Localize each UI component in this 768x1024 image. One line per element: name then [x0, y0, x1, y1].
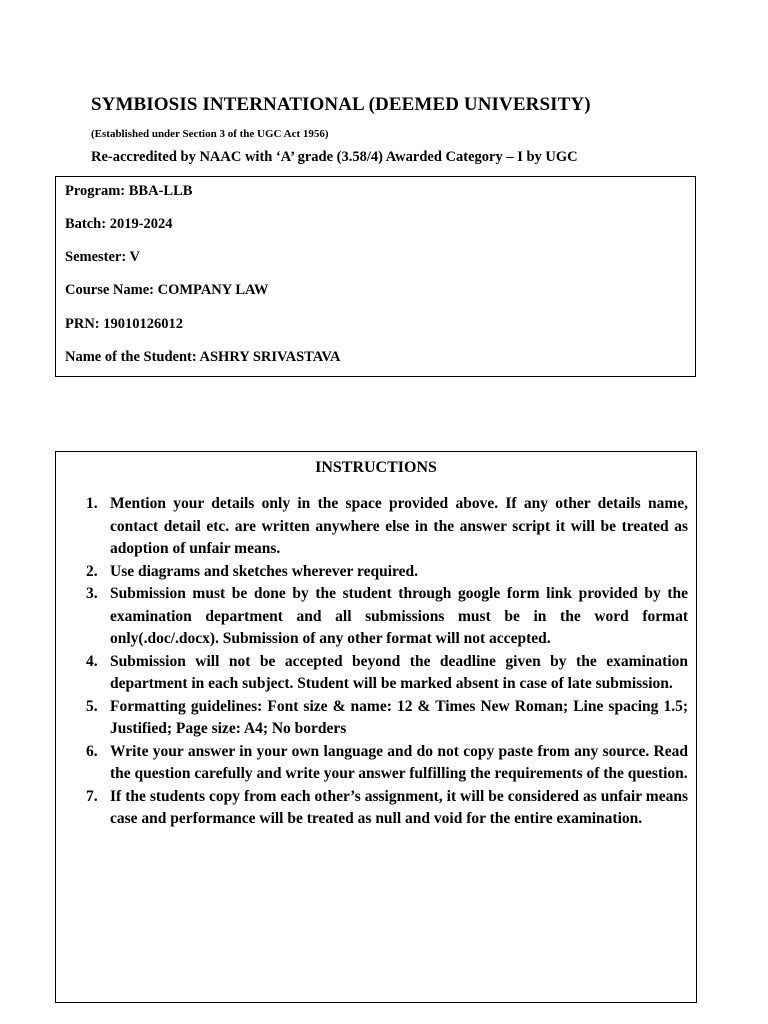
student-name-line: Name of the Student: ASHRY SRIVASTAVA	[65, 349, 341, 365]
instructions-box	[55, 451, 697, 1003]
instruction-item-5	[56, 696, 696, 741]
instruction-item-7	[56, 786, 696, 831]
instruction-number: 2.	[86, 562, 98, 580]
instruction-list	[56, 493, 696, 831]
instruction-item-1	[56, 493, 696, 561]
semester-line: Semester: V	[65, 249, 141, 265]
instruction-number: 4.	[86, 652, 98, 670]
university-title: SYMBIOSIS INTERNATIONAL (DEEMED UNIVERSITY)	[91, 94, 591, 115]
instruction-number: 7.	[86, 787, 98, 805]
instruction-item-2	[56, 561, 696, 584]
program-line: Program: BBA-LLB	[65, 183, 193, 199]
student-details-box	[55, 176, 696, 377]
batch-line: Batch: 2019-2024	[65, 216, 173, 232]
instruction-text: Submission will not be accepted beyond the deadline given by the examination department in each subject. Student will be marked absent in case of late submission.	[110, 652, 688, 692]
instruction-text: Formatting guidelines: Font size & name: 12 & Times New Roman; Line spacing 1.5; Justified; Page size: A4; No borders	[110, 697, 688, 737]
prn-line: PRN: 19010126012	[65, 316, 184, 332]
establishment-note: (Established under Section 3 of the UGC Act 1956)	[91, 128, 329, 140]
instruction-text: Write your answer in your own language and do not copy paste from any source. Read the question carefully and write your answer fulfilling the requirements of the question.	[110, 742, 688, 782]
instruction-text: If the students copy from each other’s assignment, it will be considered as unfair means case and performance will be treated as null and void for the entire examination.	[110, 787, 688, 827]
instruction-item-4	[56, 651, 696, 696]
instruction-item-6	[56, 741, 696, 786]
instruction-text: Mention your details only in the space provided above. If any other details name, contact detail etc. are written anywhere else in the answer script it will be treated as adoption of unfair means.	[110, 495, 688, 557]
instruction-item-3	[56, 583, 696, 651]
instruction-number: 5.	[86, 697, 98, 715]
instruction-number: 6.	[86, 742, 98, 760]
instructions-heading: INSTRUCTIONS	[315, 459, 437, 476]
instruction-number: 3.	[86, 585, 98, 602]
instruction-text: Submission must be done by the student through google form link provided by the examination department and all submissions must be in the word format only(.doc/.docx). Submission of any other format will not accepted.	[110, 585, 688, 647]
course-name-line: Course Name: COMPANY LAW	[65, 282, 269, 298]
instruction-text: Use diagrams and sketches wherever required.	[110, 562, 418, 580]
accreditation-line: Re-accredited by NAAC with ‘A’ grade (3.58/4) Awarded Category – I by UGC	[91, 149, 578, 165]
instruction-number: 1.	[86, 495, 98, 512]
